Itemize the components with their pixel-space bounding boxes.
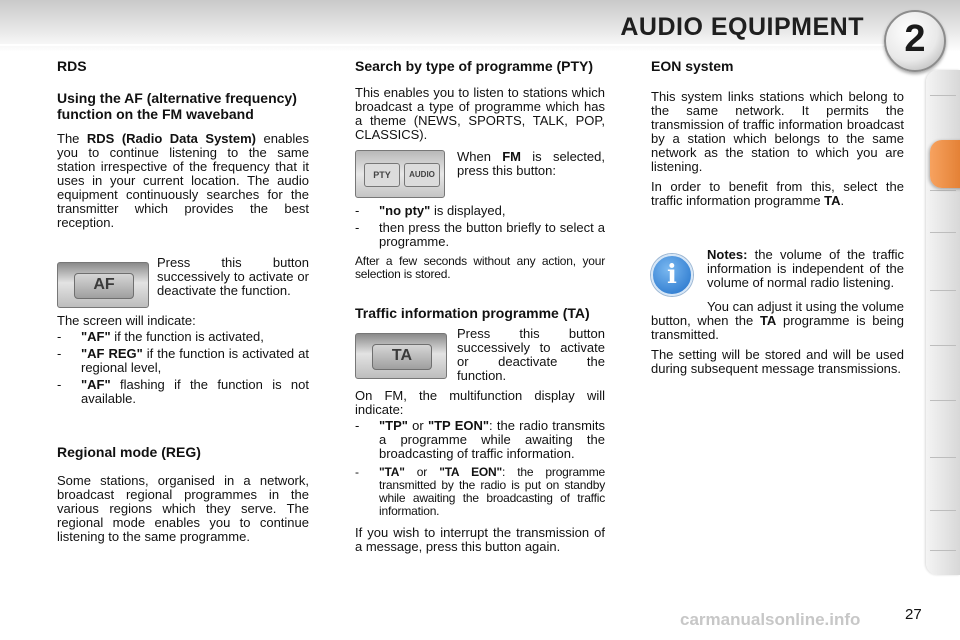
info-icon-wrap [651, 248, 707, 296]
list-item-bold: "TP" [379, 418, 408, 433]
list-item-text: if the function is activated, [110, 329, 264, 344]
pty-button-image [355, 150, 445, 198]
ta-button-row [355, 327, 605, 383]
tab-separator [930, 457, 956, 458]
list-item [57, 347, 309, 375]
tab-separator [930, 290, 956, 291]
list-item-bold: "no pty" [379, 203, 431, 218]
list-item [57, 378, 309, 406]
af-button-label: AF [93, 276, 115, 293]
list-item [57, 330, 309, 344]
pty-note: After a few seconds without any action, your selection is stored. [355, 254, 605, 281]
tab-separator [930, 400, 956, 401]
rds-heading: RDS [57, 58, 87, 74]
tab-separator [930, 550, 956, 551]
list-dash: - [57, 329, 62, 344]
ta-indicate: On FM, the multifunction display will indicate: [355, 388, 605, 417]
list-item-text: then press the button briefly to select a programme. [379, 220, 605, 249]
list-item-bold: "AF" [81, 329, 111, 344]
chapter-tab-active [930, 140, 960, 188]
adjust-text [651, 300, 904, 342]
list-item [355, 466, 605, 518]
tab-separator [930, 95, 956, 96]
ta-button-face [372, 344, 432, 370]
list-dash: - [57, 346, 62, 361]
list-item-text: is displayed, [430, 203, 506, 218]
list-item [355, 419, 605, 461]
list-item-bold: "TA" [379, 465, 405, 479]
notes-row [651, 248, 904, 296]
reg-heading: Regional mode (REG) [57, 444, 201, 460]
ta-heading: Traffic information programme (TA) [355, 305, 590, 321]
info-icon: i [651, 254, 693, 296]
ta-button-label: TA [391, 347, 413, 364]
pty-text: This enables you to listen to stations which broadcast a type of programme which has a theme (NEWS, SPORTS, TALK, POP, CLASSICS). [355, 85, 605, 142]
tab-separator [930, 232, 956, 233]
audio-button-label: AUDIO [404, 163, 440, 187]
list-item-connector: or [407, 418, 428, 433]
list-item-text: : the programme transmitted by the radio is put on standby while awaiting the broadcasting of traffic information. [379, 465, 605, 518]
eon-benefit-prefix: In order to benefit from this, select the traffic information programme [651, 179, 904, 208]
list-item-bold: "TP EON" [427, 418, 490, 433]
af-intro-text: enables you to continue listening to the same station irrespective of the frequency that it uses in your current location. The audio equipment continuously searches for the transmitter which provides the best reception. [57, 131, 310, 230]
list-dash: - [355, 465, 359, 479]
column-pty-ta [355, 58, 605, 560]
pty-when-bold: FM [502, 149, 522, 164]
list-item-text: if the function is activated at regional level, [81, 346, 309, 375]
column-eon [651, 58, 904, 382]
pty-button-row [355, 150, 605, 198]
adjust-bold: TA [759, 313, 777, 328]
reg-text: Some stations, organised in a network, broadcast regional programmes in the various regions which they serve. The regional mode enables you to continue listening to the same programme. [57, 473, 309, 544]
eon-benefit-suffix: . [840, 193, 845, 208]
list-dash: - [355, 220, 360, 235]
adjust-rest: programme is being transmitted. [651, 313, 904, 342]
column-rds [57, 58, 309, 550]
af-intro-prefix: The [57, 131, 87, 146]
eon-heading: EON system [651, 58, 734, 74]
page-title: AUDIO EQUIPMENT [620, 13, 864, 41]
eon-text: This system links stations which belong to the same network. It permits the transmission of traffic information broadcast by a station which belongs to the same network as the station to which you are listening. [651, 89, 904, 174]
tab-separator [930, 510, 956, 511]
ta-button-image [355, 333, 447, 379]
af-button-row [57, 256, 309, 308]
list-item-text: flashing if the function is not available. [81, 377, 309, 406]
pty-button-label: PTY [364, 163, 400, 187]
list-item-bold: "TA EON" [439, 465, 502, 479]
list-item [355, 221, 605, 249]
pty-when-text [457, 150, 605, 178]
list-dash: - [57, 377, 62, 392]
page-number: 27 [905, 606, 922, 623]
list-item [355, 204, 605, 218]
header-rule [0, 44, 900, 46]
af-press-text: Press this button successively to activate or deactivate the function. [157, 255, 309, 298]
af-button-face [74, 273, 134, 299]
tab-separator [930, 345, 956, 346]
pty-when-prefix: When [457, 149, 503, 164]
pty-when-rest: is selected, press this button: [457, 149, 605, 178]
chapter-number: 2 [904, 18, 926, 60]
eon-benefit-bold: TA [824, 193, 841, 208]
ta-interrupt: If you wish to interrupt the transmission of a message, press this button again. [355, 525, 605, 554]
af-intro [57, 132, 309, 230]
list-dash: - [355, 418, 360, 433]
af-intro-bold: RDS (Radio Data System) [86, 131, 256, 146]
ta-press-text: Press this button successively to activate or deactivate the function. [457, 326, 605, 383]
adjust-prefix: You can adjust it using the volume button, when the [651, 299, 904, 328]
list-dash: - [355, 203, 360, 218]
stored-text: The setting will be stored and will be used during subsequent message transmissions. [651, 347, 904, 376]
screen-indicate: The screen will indicate: [57, 313, 196, 328]
notes-text [707, 248, 904, 290]
watermark: carmanualsonline.info [680, 610, 861, 629]
list-item-text: : the radio transmits a programme while awaiting the broadcasting of traffic information. [379, 418, 605, 461]
pty-heading: Search by type of programme (PTY) [355, 58, 594, 74]
notes-label: Notes: [707, 247, 748, 262]
tab-separator [930, 190, 956, 191]
list-item-bold: "AF REG" [81, 346, 143, 361]
list-item-connector: or [404, 465, 440, 479]
notes-body: the volume of the traffic information is independent of the volume of normal radio listening. [707, 247, 904, 290]
list-item-bold: "AF" [81, 377, 111, 392]
eon-benefit [651, 180, 904, 208]
af-button-image [57, 262, 149, 308]
af-heading: Using the AF (alternative frequency) function on the FM waveband [57, 90, 297, 122]
